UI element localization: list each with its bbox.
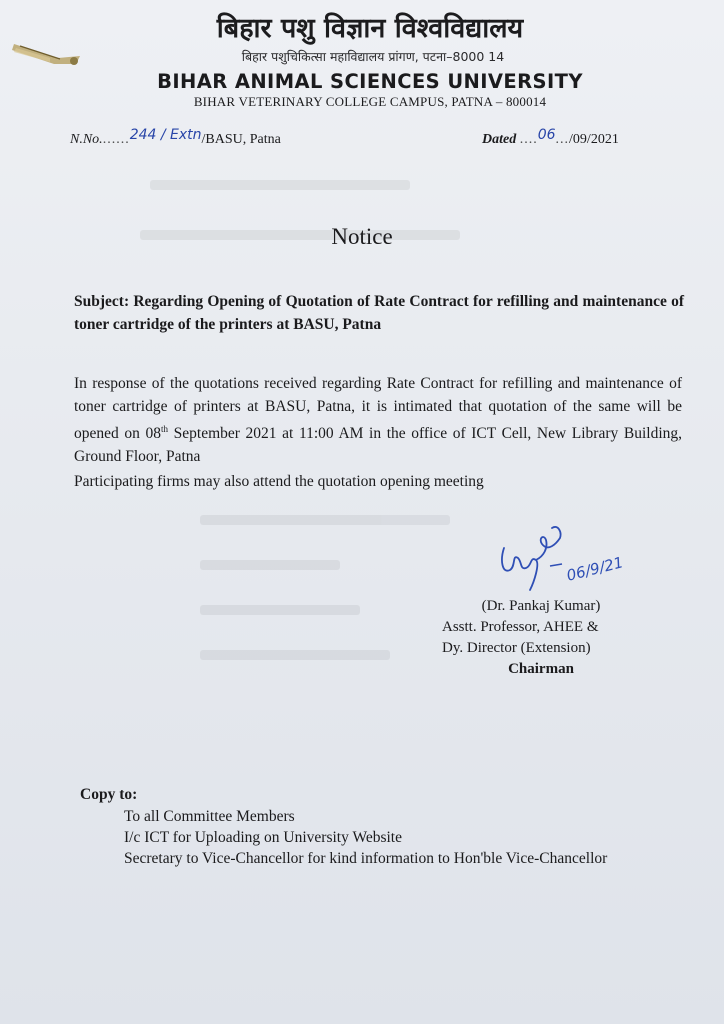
university-name-hindi: बिहार पशु विज्ञान विश्वविद्यालय — [216, 13, 524, 44]
university-logo-icon — [10, 34, 84, 70]
dated-label: Dated — [482, 132, 517, 147]
notice-title: Notice — [331, 224, 393, 249]
reference-number: N.No.......244 / Extn/BASU, Patna — [70, 127, 281, 147]
reference-number-label: N.No. — [70, 132, 103, 147]
notice-body-part2: September 2021 at 11:00 AM in the office of ICT Cell, New Library Building, Ground Floor, Patna — [74, 425, 682, 466]
copy-to-list — [124, 806, 694, 869]
participating-note: Participating firms may also attend the quotation opening meeting — [74, 473, 484, 490]
notice-subject: Subject: Regarding Opening of Quotation of Rate Contract for refilling and maintenance of toner cartridge of the printers at BASU, Patna — [74, 293, 684, 333]
list-item: Secretary to Vice-Chancellor for kind information to Hon'ble Vice-Chancellor — [124, 850, 608, 867]
campus-address-english: BIHAR VETERINARY COLLEGE CAMPUS, PATNA – 800014 — [193, 94, 547, 109]
campus-address-hindi: बिहार पशुचिकित्सा महाविद्यालय प्रांगण, पटना–8000 14 — [241, 49, 505, 64]
reference-number-suffix: /BASU, Patna — [201, 132, 281, 147]
reference-date: Dated ....06.../09/2021 — [482, 127, 619, 147]
signatory-designation-1: Asstt. Professor, AHEE & — [442, 619, 599, 635]
copy-to-heading: Copy to: — [80, 786, 138, 803]
dated-suffix: /09/2021 — [569, 132, 619, 147]
signatory-block — [436, 596, 646, 680]
signatory-role: Chairman — [508, 661, 574, 677]
signature-date: 06/9/21 — [564, 553, 626, 585]
notice-body-superscript: th — [161, 424, 169, 434]
notice-body-part1: In response of the quotations received regarding Rate Contract for refilling and maintenance of toner cartridge of printers at BASU, Patna, it is intimated that quotation of the same will be opened on 08 — [74, 375, 682, 443]
list-item: To all Committee Members — [124, 808, 295, 825]
university-name-english: BIHAR ANIMAL SCIENCES UNIVERSITY — [157, 70, 583, 93]
notice-body — [74, 372, 682, 468]
list-item: I/c ICT for Uploading on University Website — [124, 829, 402, 846]
signatory-name: (Dr. Pankaj Kumar) — [481, 598, 601, 614]
dated-handwritten: 06 — [537, 127, 556, 143]
signatory-designation-2: Dy. Director (Extension) — [442, 640, 591, 656]
reference-number-handwritten: 244 / Extn — [129, 127, 202, 143]
